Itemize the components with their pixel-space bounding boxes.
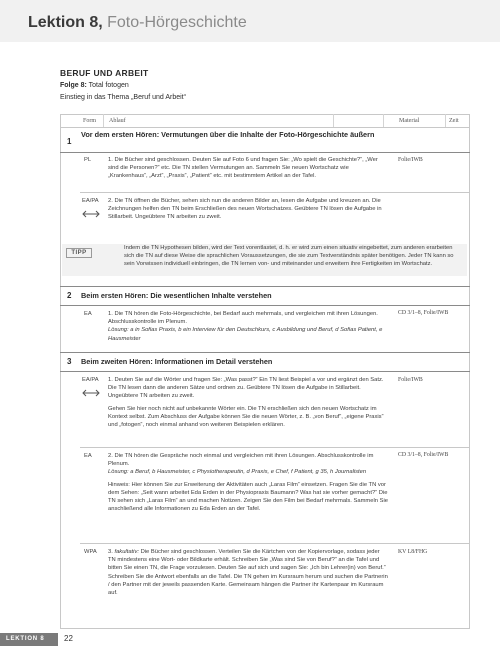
row-divider [80, 192, 470, 193]
step-title: Beim zweiten Hören: Informationen im Detail verstehen [81, 357, 273, 366]
row-divider [60, 286, 470, 287]
col-header-zeit: Zeit [449, 118, 459, 124]
solution-text: Lösung: a Beruf, b Hausmeister, c Physiotherapeutin, d Praxis, e Chef, f Patient, g 35, h Journalisten [108, 469, 367, 476]
page-header [0, 0, 500, 42]
col-header-material: Material [399, 118, 420, 124]
step-text: 3. fakultativ: Die Bücher sind geschlossen. Verteilen Sie die Kärtchen von der Kopiervorlage, sodass jeder TN mindestens eine Wort- oder Bildkarte erhält. Schreiben Sie „Was sind Sie von Beruf?“ an die Tafel und bitten Sie einen TN, die Frage vorzulesen. Deuten Sie auf sich und sagen Sie: „Ich bin Lehrer(in) von Beruf.“ Schreiben Sie die Antwort ebenfalls an die Tafel. Die TN gehen im Kursraum herum und suchen die Partnerin / den Partner mit der jeweils passenden Karte. Gemeinsam hängen die Partner ihr Kartenpaar im Kursraum auf. [108, 549, 388, 597]
table-header [61, 115, 469, 128]
intro-line: Einstieg in das Thema „Beruf und Arbeit“ [60, 94, 186, 101]
form-label: PL [84, 157, 92, 163]
step-number: 1 [67, 137, 72, 146]
lesson-topic: Foto-Hörgeschichte [102, 14, 247, 31]
pair-work-arrow-icon [80, 389, 102, 397]
step-text: 2. Die TN hören die Gespräche noch einmal und vergleichen mit ihren Lösungen. Abschlusskontrolle im Plenum. Lösung: a Beruf, b Hausmeister, c Physiotherapeutin, d Praxis, e Chef, f Patient, g 35, h Journalisten Hinweis: Hier können Sie zur Erweiterung der Aktivitäten auch „Laras Film“ einsetzen. Fragen Sie die TN vor dem Sehen: „Seit wann arbeitet Eda Erden in der Physiopraxis Baumann? Was hat sie vorher gemacht?“ Die TN sehen sich „Laras Film“ an und machen Notizen. Zeigen Sie den Film bei Bedarf mehrmals. Sammeln Sie anschließend alle Informationen zu Eda Erden an der Tafel. [108, 453, 388, 513]
solution-text: Lösung: a in Sofias Praxis, b ein Interview für den Deutschkurs, c Ausbildung und Beruf, d Sofias Patient, e Hausmeister [108, 327, 383, 342]
tip-badge: TIPP [66, 248, 92, 258]
page-footer [0, 633, 500, 647]
col-divider [103, 114, 104, 127]
hint-text: Hinweis: Hier können Sie zur Erweiterung der Aktivitäten auch „Laras Film“ einsetzen. Fragen Sie die TN vor dem Sehen: „Seit wann arbeitet Eda Erden in der Physiopraxis Baumann? Was hat sie vorher gemacht?“ Die TN sehen sich „Laras Film“ an und machen Notizen. Zeigen Sie den Film bei Bedarf mehrmals. Sammeln Sie anschließend alle Informationen zu Eda Erden an der Tafel. [108, 481, 388, 513]
material-label: Folie/IWB [398, 377, 423, 383]
col-divider [445, 114, 446, 127]
material-label: CD 3/1–8, Folie/IWB [398, 452, 449, 458]
page-number: 22 [64, 634, 73, 643]
step-number: 2 [67, 291, 72, 300]
form-label: WPA [84, 549, 97, 555]
col-header-ablauf: Ablauf [109, 118, 126, 124]
row-divider [60, 152, 470, 153]
row-divider [60, 352, 470, 353]
col-divider [383, 114, 384, 127]
step-text: 1. Die Bücher sind geschlossen. Deuten Sie auf Foto 6 und fragen Sie: „Wo spielt die Geschichte?“, „Wer sind die Personen?“ etc. Die TN stellen Vermutungen an. Sammeln Sie neuen Wortschatz wie „Krankenhaus“, „Arzt“, „Praxis“, „Patient“ etc. mit bestimmtem Artikel an der Tafel. [108, 157, 378, 180]
row-divider [80, 447, 470, 448]
form-label: EA [84, 311, 92, 317]
tip-text: Indem die TN Hypothesen bilden, wird der Text vorentlastet, d. h. er wird zum einen situativ eingebettet, zum anderen erarbeiten sich die TN auf diese Weise die sprachlichen Voraussetzungen, die sie zum Textverständnis später benötigen. Jeder TN kann so sein Vorwissen individuell einbringen, die TN lernen von- und miteinander und erweitern ihre Fertigkeiten im Wortschatz. [124, 245, 454, 268]
footer-lesson-tag: LEKTION 8 [0, 633, 58, 646]
row-divider [60, 305, 470, 306]
section-title: BERUF UND ARBEIT [60, 68, 149, 78]
episode-line: Folge 8: Total fotogen [60, 82, 129, 89]
col-divider [333, 114, 334, 127]
step-number: 3 [67, 357, 72, 366]
step-text: 1. Deuten Sie auf die Wörter und fragen Sie: „Was passt?“ Ein TN liest Beispiel a vor und ergänzt den Satz. Die TN lesen dann die anderen Sätze und ordnen zu. Geübtere TN lösen die Aufgabe in Stillarbeit. Ungeübtere TN arbeiten zu zweit. Gehen Sie hier noch nicht auf unbekannte Wörter ein. Die TN erschließen sich den neuen Wortschatz im Kontext selbst. Zum Abschluss der Aufgabe können Sie die neuen Wörter, z. B. „von Beruf“, „eigene Praxis“ und „fotogen“, noch einmal anhand von weiteren Beispielen erklären. [108, 377, 384, 429]
row-divider [60, 371, 470, 372]
material-label: KV L8/FHG [398, 549, 428, 555]
step-text: 1. Die TN hören die Foto-Hörgeschichte, bei Bedarf auch mehrmals, und vergleichen mit ihren Lösungen. Abschlusskontrolle im Plenum. Lösung: a in Sofias Praxis, b ein Interview für den Deutschkurs, c Ausbildung und Beruf, d Sofias Patient, e Hausmeister [108, 311, 383, 342]
form-label: EA/PA [82, 377, 99, 383]
material-label: Folie/IWB [398, 157, 423, 163]
material-label: CD 3/1–8, Folie/IWB [398, 310, 449, 316]
page-title: Lektion 8, Foto-Hörgeschichte [28, 14, 247, 31]
row-divider [80, 543, 470, 544]
step-title: Beim ersten Hören: Die wesentlichen Inhalte verstehen [81, 291, 272, 300]
form-label: EA/PA [82, 198, 99, 204]
form-label: EA [84, 453, 92, 459]
step-text: 2. Die TN öffnen die Bücher, sehen sich nun die anderen Bilder an, lesen die Aufgabe und kreuzen an. Die Zeichnungen helfen den TN beim Erschließen des neuen Wortschatzes. Geübtere TN lösen die Aufgabe in Stillarbeit. Ungeübtere TN arbeiten zu zweit. [108, 198, 382, 221]
pair-work-arrow-icon [80, 210, 102, 218]
lesson-label: Lektion 8 [28, 14, 99, 31]
step-title: Vor dem ersten Hören: Vermutungen über die Inhalte der Foto-Hörgeschichte äußern [81, 130, 375, 139]
col-header-form: Form [83, 118, 97, 124]
